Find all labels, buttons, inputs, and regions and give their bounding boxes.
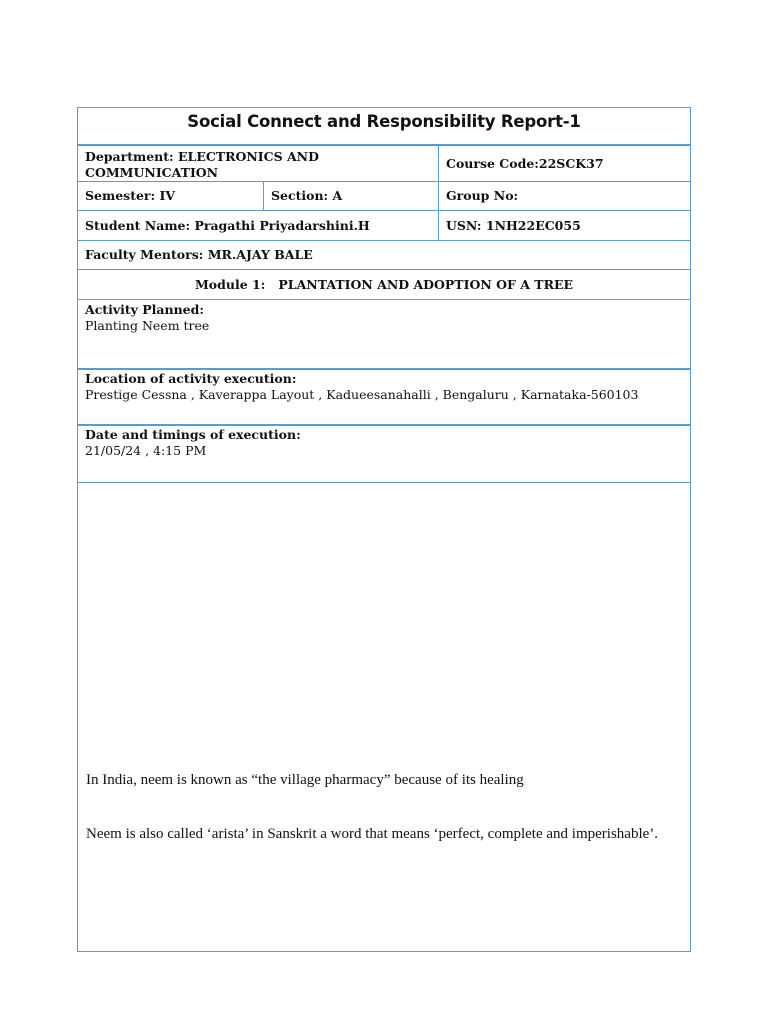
activity-row	[78, 300, 690, 370]
location-cell	[78, 370, 690, 424]
department-cell	[78, 146, 438, 181]
course-code-cell	[438, 146, 690, 181]
group-no-cell	[438, 182, 690, 210]
faculty-row	[78, 241, 690, 270]
faculty-cell	[78, 241, 690, 269]
date-label: Date and timings of execution:	[85, 427, 301, 442]
department-row	[78, 146, 690, 182]
semester-row	[78, 182, 690, 211]
description-area	[78, 483, 690, 951]
title-row	[78, 108, 690, 146]
department-text: Department: ELECTRONICS AND COMMUNICATION	[85, 149, 319, 180]
student-row	[78, 211, 690, 241]
section-text: Section: A	[271, 188, 343, 203]
usn-cell	[438, 211, 690, 240]
location-value: Prestige Cessna , Kaverappa Layout , Kadueesanahalli , Bengaluru , Karnataka-560103	[85, 387, 639, 402]
activity-value: Planting Neem tree	[85, 318, 210, 333]
semester-cell	[78, 182, 263, 210]
date-row	[78, 426, 690, 483]
student-name-cell	[78, 211, 438, 240]
date-cell	[78, 426, 690, 482]
report-title: Social Connect and Responsibility Report-1	[187, 112, 581, 131]
date-value: 21/05/24 , 4:15 PM	[85, 443, 207, 458]
student-name-text: Student Name: Pragathi Priyadarshini.H	[85, 217, 370, 233]
module-cell	[78, 270, 690, 299]
activity-cell	[78, 300, 690, 368]
location-row	[78, 370, 690, 426]
paragraph-arista: Neem is also called ‘arista’ in Sanskrit a word that means ‘perfect, complete and imperishable’.	[86, 826, 659, 842]
faculty-mentors-text: Faculty Mentors: MR.AJAY BALE	[85, 247, 313, 262]
location-label: Location of activity execution:	[85, 371, 297, 386]
report-table	[77, 107, 691, 952]
usn-text: USN: 1NH22EC055	[446, 217, 581, 233]
semester-text: Semester: IV	[85, 188, 176, 203]
course-code-text: Course Code:22SCK37	[446, 155, 604, 171]
activity-label: Activity Planned:	[85, 302, 204, 317]
paragraph-village-pharmacy: In India, neem is known as “the village pharmacy” because of its healing	[86, 772, 524, 788]
section-cell	[263, 182, 438, 210]
module-row	[78, 270, 690, 300]
module-text: Module 1: PLANTATION AND ADOPTION OF A TREE	[194, 276, 574, 292]
group-no-text: Group No:	[446, 188, 519, 203]
